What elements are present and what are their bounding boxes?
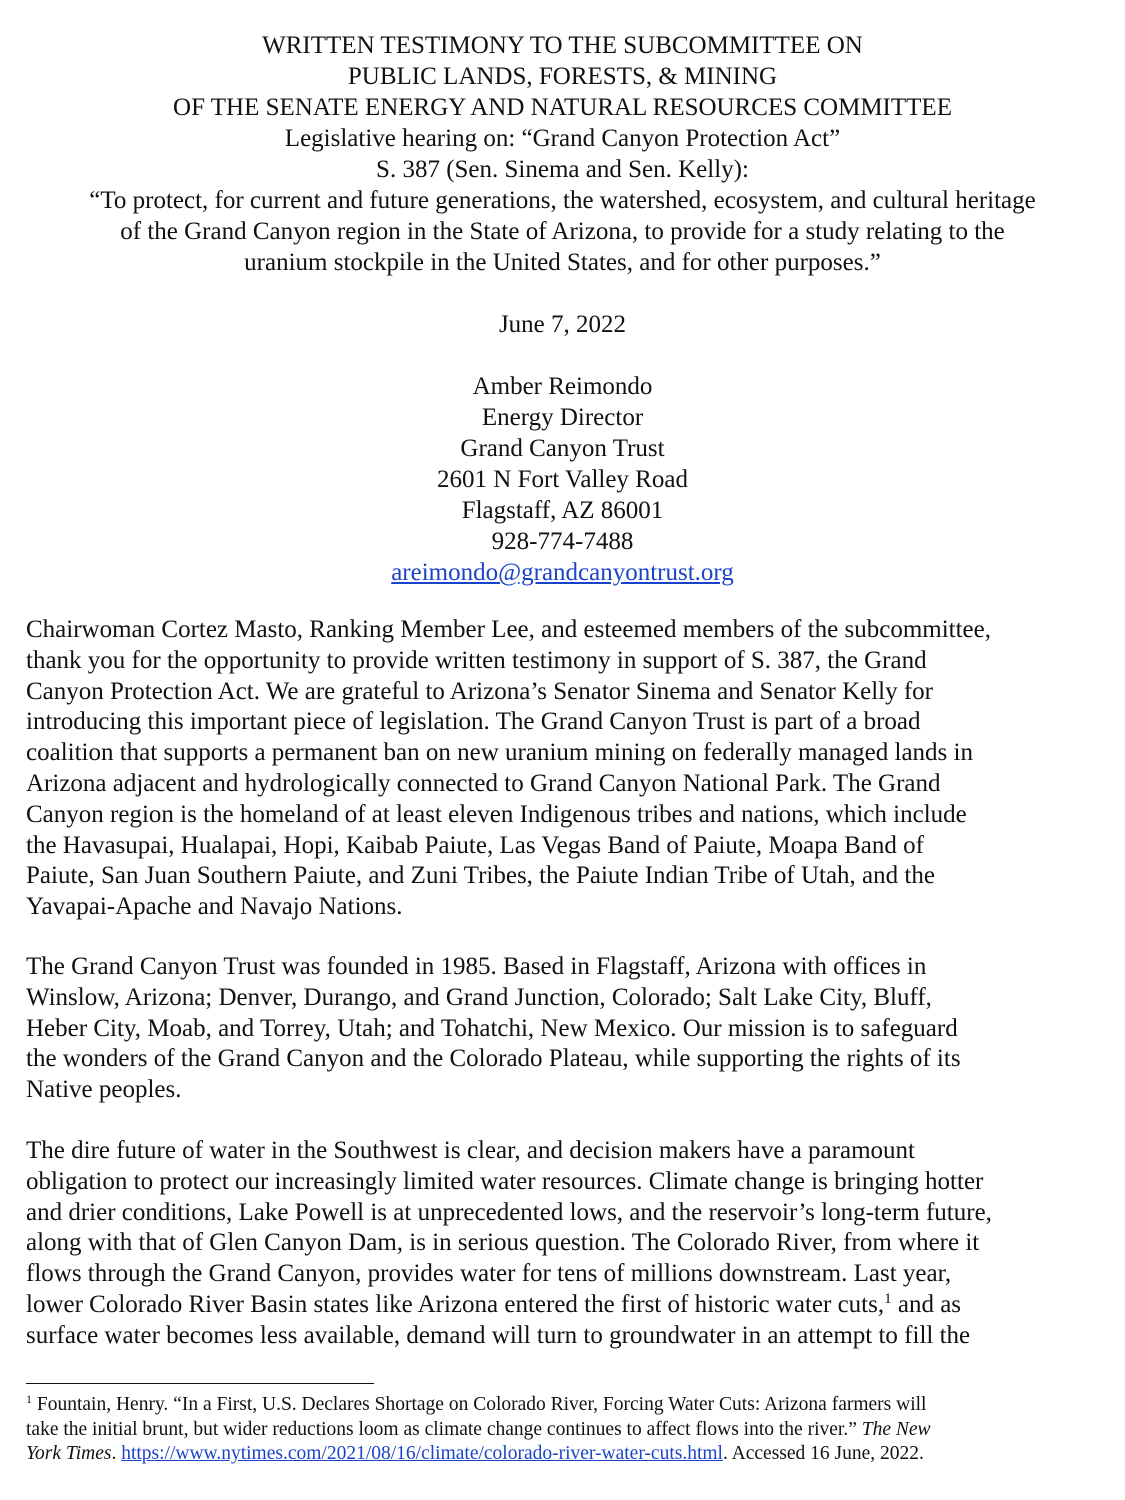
text-line: Canyon Protection Act. We are grateful to Arizona’s Senator Sinema and Senator Kelly for bbox=[26, 677, 934, 705]
source-url-link[interactable]: https://www.nytimes.com/2021/08/16/climate/colorado-river-water-cuts.html bbox=[121, 1443, 723, 1464]
hearing-line: Legislative hearing on: “Grand Canyon Protection Act” bbox=[284, 125, 841, 152]
phone-number: 928-774-7488 bbox=[491, 528, 634, 555]
text-line: obligation to protect our increasingly limited water resources. Climate change is bringing hotter bbox=[26, 1167, 984, 1195]
footnote bbox=[26, 1393, 1106, 1467]
footnote-marker: 1 bbox=[26, 1392, 32, 1406]
address-city: Flagstaff, AZ 86001 bbox=[461, 497, 664, 524]
publication-name: The New bbox=[861, 1418, 931, 1440]
text-line: Winslow, Arizona; Denver, Durango, and Grand Junction, Colorado; Salt Lake City, Bluff, bbox=[26, 983, 932, 1011]
separator: . bbox=[111, 1443, 122, 1464]
testimony-header bbox=[26, 30, 1099, 588]
text-line: along with that of Glen Canyon Dam, is in serious question. The Colorado River, from where it bbox=[26, 1229, 980, 1257]
text-line: Yavapai-Apache and Navajo Nations. bbox=[26, 893, 403, 921]
accessed-date: . Accessed 16 June, 2022. bbox=[722, 1443, 924, 1464]
text-line: Heber City, Moab, and Torrey, Utah; and Tohatchi, New Mexico. Our mission is to safeguard bbox=[26, 1014, 958, 1042]
text-line: Canyon region is the homeland of at least eleven Indigenous tribes and nations, which include bbox=[26, 800, 967, 828]
footnote-divider bbox=[26, 1383, 374, 1384]
author-role: Energy Director bbox=[481, 404, 644, 431]
title-line: OF THE SENATE ENERGY AND NATURAL RESOURCES COMMITTEE bbox=[173, 94, 952, 121]
paragraph-about-trust bbox=[26, 952, 1106, 1106]
text-line: flows through the Grand Canyon, provides water for tens of millions downstream. Last year, bbox=[26, 1260, 952, 1288]
bill-line: S. 387 (Sen. Sinema and Sen. Kelly): bbox=[376, 156, 749, 183]
text-line bbox=[26, 1290, 1106, 1321]
author-organization: Grand Canyon Trust bbox=[460, 435, 665, 462]
footnote-line bbox=[26, 1418, 1106, 1443]
author-name: Amber Reimondo bbox=[472, 373, 653, 400]
text-line: surface water becomes less available, demand will turn to groundwater in an attempt to fill the bbox=[26, 1321, 971, 1349]
bill-purpose-line: of the Grand Canyon region in the State of Arizona, to provide for a study relating to the bbox=[120, 218, 1005, 245]
spacer bbox=[26, 278, 1099, 309]
bill-purpose-line: “To protect, for current and future generations, the watershed, ecosystem, and cultural heritage bbox=[89, 187, 1036, 214]
spacer bbox=[26, 340, 1099, 371]
bill-purpose-line: uranium stockpile in the United States, and for other purposes.” bbox=[244, 249, 881, 276]
footnote-citation: take the initial brunt, but wider reductions loom as climate change continues to affect flows into the river.” bbox=[26, 1418, 862, 1440]
publication-name: York Times bbox=[26, 1443, 112, 1464]
email-link[interactable]: areimondo@grandcanyontrust.org bbox=[391, 559, 734, 586]
text-line: thank you for the opportunity to provide written testimony in support of S. 387, the Grand bbox=[26, 646, 927, 674]
text-line: the Havasupai, Hualapai, Hopi, Kaibab Paiute, Las Vegas Band of Paiute, Moapa Band of bbox=[26, 831, 924, 859]
text-line: Native peoples. bbox=[26, 1076, 182, 1104]
footnote-line bbox=[26, 1442, 1106, 1467]
text-line: introducing this important piece of legislation. The Grand Canyon Trust is part of a broad bbox=[26, 708, 921, 736]
text-line: coalition that supports a permanent ban on new uranium mining on federally managed lands in bbox=[26, 739, 973, 767]
address-street: 2601 N Fort Valley Road bbox=[437, 466, 688, 493]
paragraph-water bbox=[26, 1136, 1106, 1352]
footnote-reference[interactable]: 1 bbox=[884, 1290, 892, 1307]
text-line: Chairwoman Cortez Masto, Ranking Member Lee, and esteemed members of the subcommittee, bbox=[26, 616, 992, 643]
title-line: PUBLIC LANDS, FORESTS, & MINING bbox=[347, 63, 778, 90]
text-line: Paiute, San Juan Southern Paiute, and Zuni Tribes, the Paiute Indian Tribe of Utah, and the bbox=[26, 862, 935, 890]
text-segment: lower Colorado River Basin states like Arizona entered the first of historic water cuts, bbox=[26, 1290, 885, 1318]
title-line: WRITTEN TESTIMONY TO THE SUBCOMMITTEE ON bbox=[262, 32, 863, 59]
text-line: Arizona adjacent and hydrologically connected to Grand Canyon National Park. The Grand bbox=[26, 769, 941, 797]
text-segment: and as bbox=[891, 1290, 962, 1318]
footnote-citation: Fountain, Henry. “In a First, U.S. Declares Shortage on Colorado River, Forcing Water Cuts: Arizona farmers will bbox=[32, 1394, 927, 1415]
paragraph-intro bbox=[26, 615, 1106, 923]
footnote-line bbox=[26, 1393, 1106, 1418]
testimony-date: June 7, 2022 bbox=[498, 311, 627, 338]
text-line: The dire future of water in the Southwest is clear, and decision makers have a paramount bbox=[26, 1137, 915, 1164]
text-line: The Grand Canyon Trust was founded in 1985. Based in Flagstaff, Arizona with offices in bbox=[26, 953, 927, 980]
text-line: the wonders of the Grand Canyon and the Colorado Plateau, while supporting the rights of its bbox=[26, 1045, 961, 1073]
text-line: and drier conditions, Lake Powell is at unprecedented lows, and the reservoir’s long-term future, bbox=[26, 1198, 992, 1226]
